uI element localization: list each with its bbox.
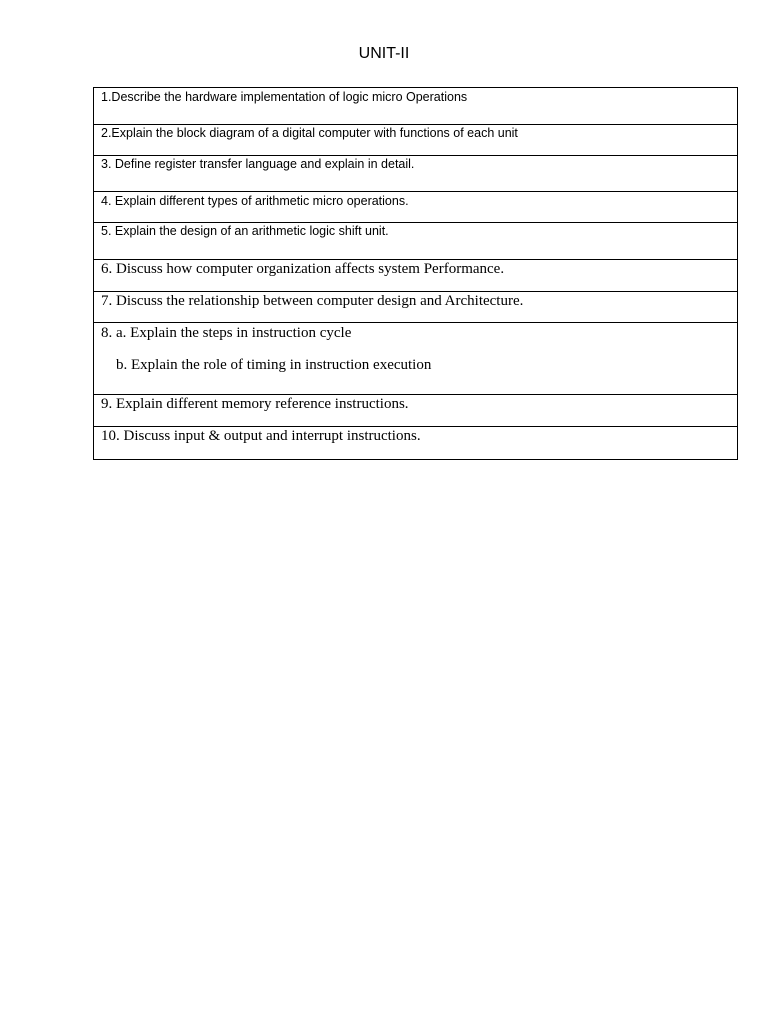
question-cell bbox=[94, 395, 738, 427]
question-cell bbox=[94, 156, 738, 192]
table-row bbox=[94, 395, 738, 427]
question-subpart-text: b. Explain the role of timing in instruction execution bbox=[116, 357, 432, 373]
question-text: 8. a. Explain the steps in instruction cycle bbox=[101, 325, 352, 341]
question-text: 3. Define register transfer language and explain in detail. bbox=[101, 157, 415, 171]
question-text: 2.Explain the block diagram of a digital computer with functions of each unit bbox=[101, 126, 518, 140]
question-text: 1.Describe the hardware implementation of logic micro Operations bbox=[101, 90, 468, 104]
question-text: 7. Discuss the relationship between computer design and Architecture. bbox=[101, 293, 524, 309]
table-row bbox=[94, 223, 738, 260]
table-row bbox=[94, 260, 738, 292]
table-row bbox=[94, 292, 738, 323]
question-cell bbox=[94, 260, 738, 292]
question-text: 9. Explain different memory reference instructions. bbox=[101, 396, 409, 412]
question-text: 5. Explain the design of an arithmetic logic shift unit. bbox=[101, 224, 389, 238]
table-row bbox=[94, 88, 738, 125]
question-text: 10. Discuss input & output and interrupt instructions. bbox=[101, 428, 421, 444]
question-text: 4. Explain different types of arithmetic micro operations. bbox=[101, 194, 409, 208]
page-title: UNIT-II bbox=[358, 45, 410, 62]
question-cell bbox=[94, 427, 738, 460]
table-row bbox=[94, 323, 738, 395]
table-row bbox=[94, 192, 738, 223]
table-row bbox=[94, 156, 738, 192]
table-row bbox=[94, 427, 738, 460]
question-cell bbox=[94, 88, 738, 125]
question-cell bbox=[94, 223, 738, 260]
question-cell bbox=[94, 192, 738, 223]
questions-table bbox=[93, 87, 738, 460]
table-row bbox=[94, 125, 738, 156]
question-cell bbox=[94, 125, 738, 156]
question-cell bbox=[94, 292, 738, 323]
question-text: 6. Discuss how computer organization affects system Performance. bbox=[101, 261, 505, 277]
question-cell bbox=[94, 323, 738, 395]
